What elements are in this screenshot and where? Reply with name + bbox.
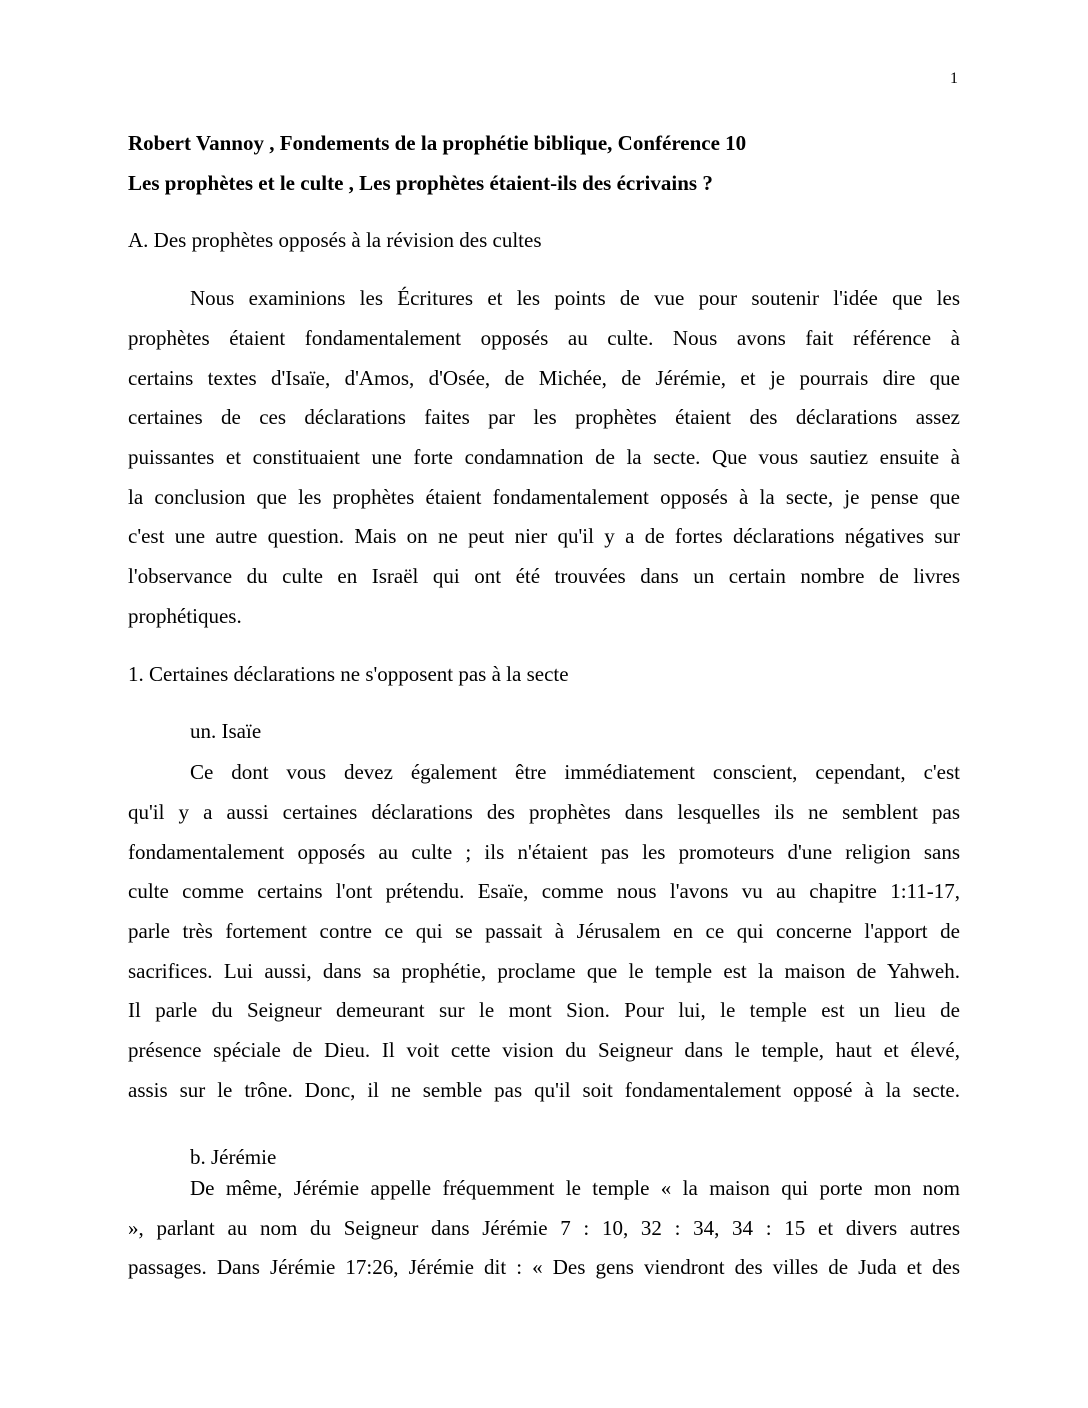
paragraph-line: la conclusion que les prophètes étaient fondamentalement opposés à la secte, je pense que — [128, 485, 960, 509]
paragraph-line: De même, Jérémie appelle fréquemment le temple « la maison qui porte mon nom — [190, 1176, 960, 1200]
paragraph-line: fondamentalement opposés au culte ; ils n'étaient pas les promoteurs d'une religion sans — [128, 840, 960, 864]
subheading-isaie: un. Isaïe — [190, 719, 262, 743]
section-heading-1: 1. Certaines déclarations ne s'opposent pas à la secte — [128, 662, 569, 686]
subheading-jeremie: b. Jérémie — [190, 1145, 277, 1169]
paragraph-line: puissantes et constituaient une forte condamnation de la secte. Que vous sautiez ensuite à — [128, 445, 960, 469]
section-heading-a: A. Des prophètes opposés à la révision des cultes — [128, 228, 542, 252]
paragraph-line: Il parle du Seigneur demeurant sur le mont Sion. Pour lui, le temple est un lieu de — [128, 998, 960, 1022]
paragraph-line: l'observance du culte en Israël qui ont été trouvées dans un certain nombre de livres — [128, 564, 960, 588]
paragraph-line: Ce dont vous devez également être immédiatement conscient, cependant, c'est — [190, 760, 960, 784]
paragraph-line: c'est une autre question. Mais on ne peut nier qu'il y a de fortes déclarations négatives sur — [128, 524, 960, 548]
paragraph-line: passages. Dans Jérémie 17:26, Jérémie dit : « Des gens viendront des villes de Juda et des — [128, 1255, 960, 1279]
paragraph-line: certains textes d'Isaïe, d'Amos, d'Osée, de Michée, de Jérémie, et je pourrais dire que — [128, 366, 960, 390]
paragraph-line: Nous examinions les Écritures et les points de vue pour soutenir l'idée que les — [190, 286, 960, 310]
paragraph-line: certaines de ces déclarations faites par les prophètes étaient des déclarations assez — [128, 405, 960, 429]
paragraph-line: sacrifices. Lui aussi, dans sa prophétie, proclame que le temple est la maison de Yahweh. — [128, 959, 960, 983]
paragraph-line: prophétiques. — [128, 604, 242, 628]
paragraph-line: prophètes étaient fondamentalement opposés au culte. Nous avons fait référence à — [128, 326, 960, 350]
paragraph-line: parle très fortement contre ce qui se passait à Jérusalem en ce qui concerne l'apport de — [128, 919, 960, 943]
page-number: 1 — [950, 70, 958, 87]
title-line-2: Les prophètes et le culte , Les prophètes étaient-ils des écrivains ? — [128, 171, 713, 195]
paragraph-line: présence spéciale de Dieu. Il voit cette vision du Seigneur dans le temple, haut et élevé, — [128, 1038, 960, 1062]
paragraph-line: assis sur le trône. Donc, il ne semble pas qu'il soit fondamentalement opposé à la secte. — [128, 1078, 960, 1102]
paragraph-line: qu'il y a aussi certaines déclarations des prophètes dans lesquelles ils ne semblent pas — [128, 800, 960, 824]
paragraph-line: culte comme certains l'ont prétendu. Esaïe, comme nous l'avons vu au chapitre 1:11-17, — [128, 879, 960, 903]
title-line-1: Robert Vannoy , Fondements de la prophétie biblique, Conférence 10 — [128, 131, 747, 155]
paragraph-line: », parlant au nom du Seigneur dans Jérémie 7 : 10, 32 : 34, 34 : 15 et divers autres — [128, 1216, 960, 1240]
